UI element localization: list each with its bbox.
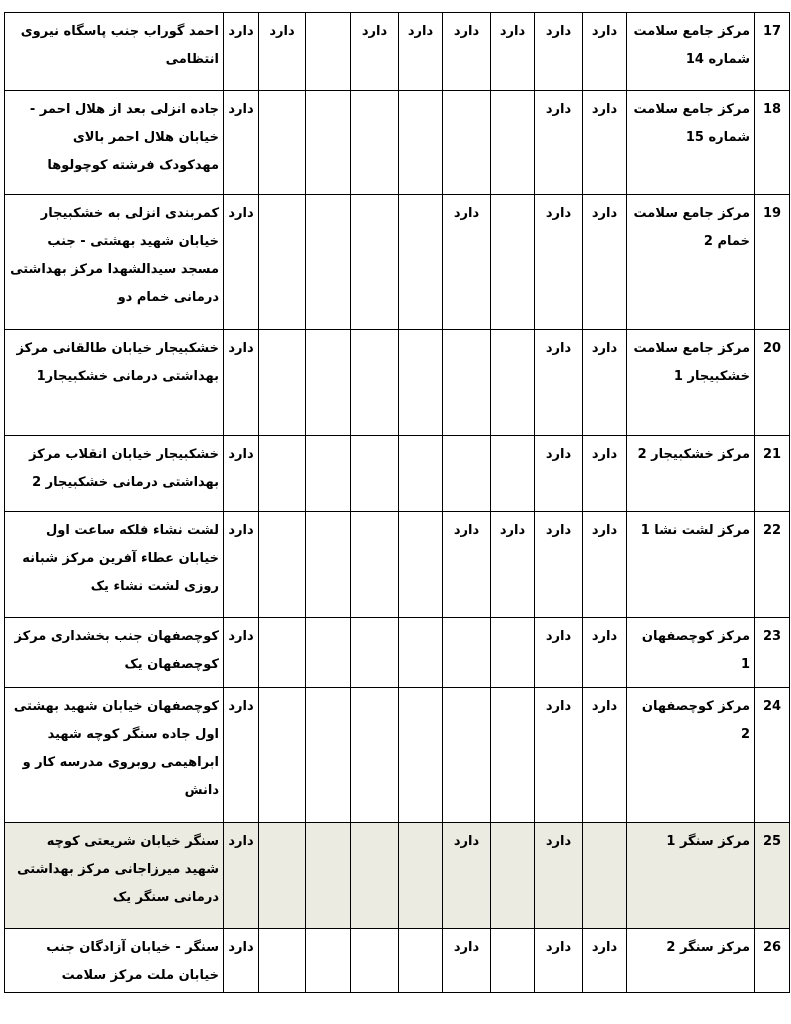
service-flag-cell [351,195,399,330]
service-flag-cell [491,195,535,330]
row-number: 19 [755,195,790,330]
table-row [5,330,790,436]
center-name: مرکز جامع سلامت خمام 2 [627,195,755,330]
service-flag-cell: دارد [583,618,627,688]
service-flag-cell: دارد [583,929,627,993]
service-flag-cell: دارد [224,823,259,929]
service-flag-cell [583,823,627,929]
service-flag-cell [306,330,351,436]
service-flag-cell: دارد [535,13,583,91]
service-flag-cell [491,330,535,436]
service-flag-cell: دارد [443,195,491,330]
table-row [5,618,790,688]
service-flag-cell: دارد [583,195,627,330]
service-flag-cell [259,512,306,618]
table-row [5,195,790,330]
service-flag-cell: دارد [535,195,583,330]
service-flag-cell: دارد [535,436,583,512]
service-flag-cell [351,91,399,195]
service-flag-cell [306,823,351,929]
service-flag-cell [351,823,399,929]
service-flag-cell: دارد [224,929,259,993]
service-flag-cell [443,618,491,688]
center-name: مرکز سنگر 1 [627,823,755,929]
service-flag-cell [491,688,535,823]
center-address: سنگر خیابان شریعتی کوچه شهید میرزاجانی مرکز بهداشتی درمانی سنگر یک [5,823,224,929]
service-flag-cell: دارد [583,436,627,512]
table-row [5,688,790,823]
row-number: 23 [755,618,790,688]
service-flag-cell: دارد [224,512,259,618]
service-flag-cell [351,688,399,823]
service-flag-cell [399,91,443,195]
table-body [5,13,790,993]
service-flag-cell: دارد [535,929,583,993]
service-flag-cell: دارد [259,13,306,91]
center-name: مرکز کوچصفهان 1 [627,618,755,688]
center-name: مرکز خشکبیجار 2 [627,436,755,512]
service-flag-cell: دارد [224,91,259,195]
service-flag-cell [491,929,535,993]
service-flag-cell [259,436,306,512]
service-flag-cell [351,436,399,512]
health-centers-table [4,12,790,993]
service-flag-cell: دارد [224,13,259,91]
row-number: 18 [755,91,790,195]
service-flag-cell: دارد [535,512,583,618]
service-flag-cell [443,436,491,512]
center-name: مرکز سنگر 2 [627,929,755,993]
service-flag-cell: دارد [443,13,491,91]
table-row [5,512,790,618]
row-number: 25 [755,823,790,929]
row-number: 17 [755,13,790,91]
center-address: کوچصفهان جنب بخشداری مرکز کوچصفهان یک [5,618,224,688]
service-flag-cell [259,618,306,688]
service-flag-cell [443,91,491,195]
service-flag-cell: دارد [491,512,535,618]
service-flag-cell: دارد [443,929,491,993]
row-number: 24 [755,688,790,823]
center-name: مرکز لشت نشا 1 [627,512,755,618]
center-name: مرکز کوچصفهان 2 [627,688,755,823]
row-number: 21 [755,436,790,512]
center-address: جاده انزلی بعد از هلال احمر - خیابان هلال احمر بالای مهدکودک فرشته کوچولوها [5,91,224,195]
service-flag-cell: دارد [583,13,627,91]
row-number: 20 [755,330,790,436]
row-number: 22 [755,512,790,618]
service-flag-cell [306,512,351,618]
service-flag-cell [259,929,306,993]
table-row [5,929,790,993]
service-flag-cell: دارد [351,13,399,91]
service-flag-cell [399,436,443,512]
service-flag-cell: دارد [399,13,443,91]
service-flag-cell: دارد [443,823,491,929]
table-row [5,91,790,195]
service-flag-cell: دارد [443,512,491,618]
service-flag-cell [399,823,443,929]
service-flag-cell [259,91,306,195]
service-flag-cell [351,618,399,688]
service-flag-cell [399,195,443,330]
service-flag-cell [259,330,306,436]
service-flag-cell [491,436,535,512]
service-flag-cell: دارد [224,195,259,330]
center-name: مرکز جامع سلامت شماره 15 [627,91,755,195]
service-flag-cell: دارد [535,91,583,195]
service-flag-cell [491,823,535,929]
service-flag-cell: دارد [224,688,259,823]
service-flag-cell [306,13,351,91]
service-flag-cell [399,618,443,688]
service-flag-cell [351,929,399,993]
table-row [5,436,790,512]
center-name: مرکز جامع سلامت خشکبیجار 1 [627,330,755,436]
service-flag-cell [306,618,351,688]
service-flag-cell [306,929,351,993]
service-flag-cell: دارد [583,330,627,436]
service-flag-cell: دارد [535,330,583,436]
service-flag-cell [399,512,443,618]
service-flag-cell [491,618,535,688]
service-flag-cell [399,688,443,823]
service-flag-cell [351,330,399,436]
service-flag-cell: دارد [224,618,259,688]
service-flag-cell [351,512,399,618]
service-flag-cell [306,91,351,195]
service-flag-cell: دارد [535,688,583,823]
service-flag-cell [259,195,306,330]
service-flag-cell [399,330,443,436]
service-flag-cell: دارد [535,823,583,929]
center-address: خشکبیجار خیابان انقلاب مرکز بهداشتی درمانی خشکبیجار 2 [5,436,224,512]
center-address: لشت نشاء فلکه ساعت اول خیابان عطاء آفرین مرکز شبانه روزی لشت نشاء یک [5,512,224,618]
service-flag-cell: دارد [583,688,627,823]
service-flag-cell: دارد [583,512,627,618]
service-flag-cell [259,688,306,823]
center-address: کمربندی انزلی به خشکبیجار خیابان شهید بهشتی - جنب مسجد سیدالشهدا مرکز بهداشتی درمانی خمام دو [5,195,224,330]
center-name: مرکز جامع سلامت شماره 14 [627,13,755,91]
center-address: سنگر - خیابان آزادگان جنب خیابان ملت مرکز سلامت [5,929,224,993]
service-flag-cell [306,436,351,512]
table-row [5,13,790,91]
service-flag-cell: دارد [224,436,259,512]
service-flag-cell: دارد [535,618,583,688]
table-row [5,823,790,929]
service-flag-cell: دارد [583,91,627,195]
service-flag-cell [443,330,491,436]
service-flag-cell [306,195,351,330]
service-flag-cell: دارد [224,330,259,436]
center-address: احمد گوراب جنب پاسگاه نیروی انتظامی [5,13,224,91]
service-flag-cell: دارد [491,13,535,91]
service-flag-cell [399,929,443,993]
center-address: خشکبیجار خیابان طالقانی مرکز بهداشتی درمانی خشکبیجار1 [5,330,224,436]
service-flag-cell [491,91,535,195]
service-flag-cell [306,688,351,823]
center-address: کوچصفهان خیابان شهید بهشتی اول جاده سنگر کوچه شهید ابراهیمی روبروی مدرسه کار و دانش [5,688,224,823]
row-number: 26 [755,929,790,993]
service-flag-cell [443,688,491,823]
service-flag-cell [259,823,306,929]
